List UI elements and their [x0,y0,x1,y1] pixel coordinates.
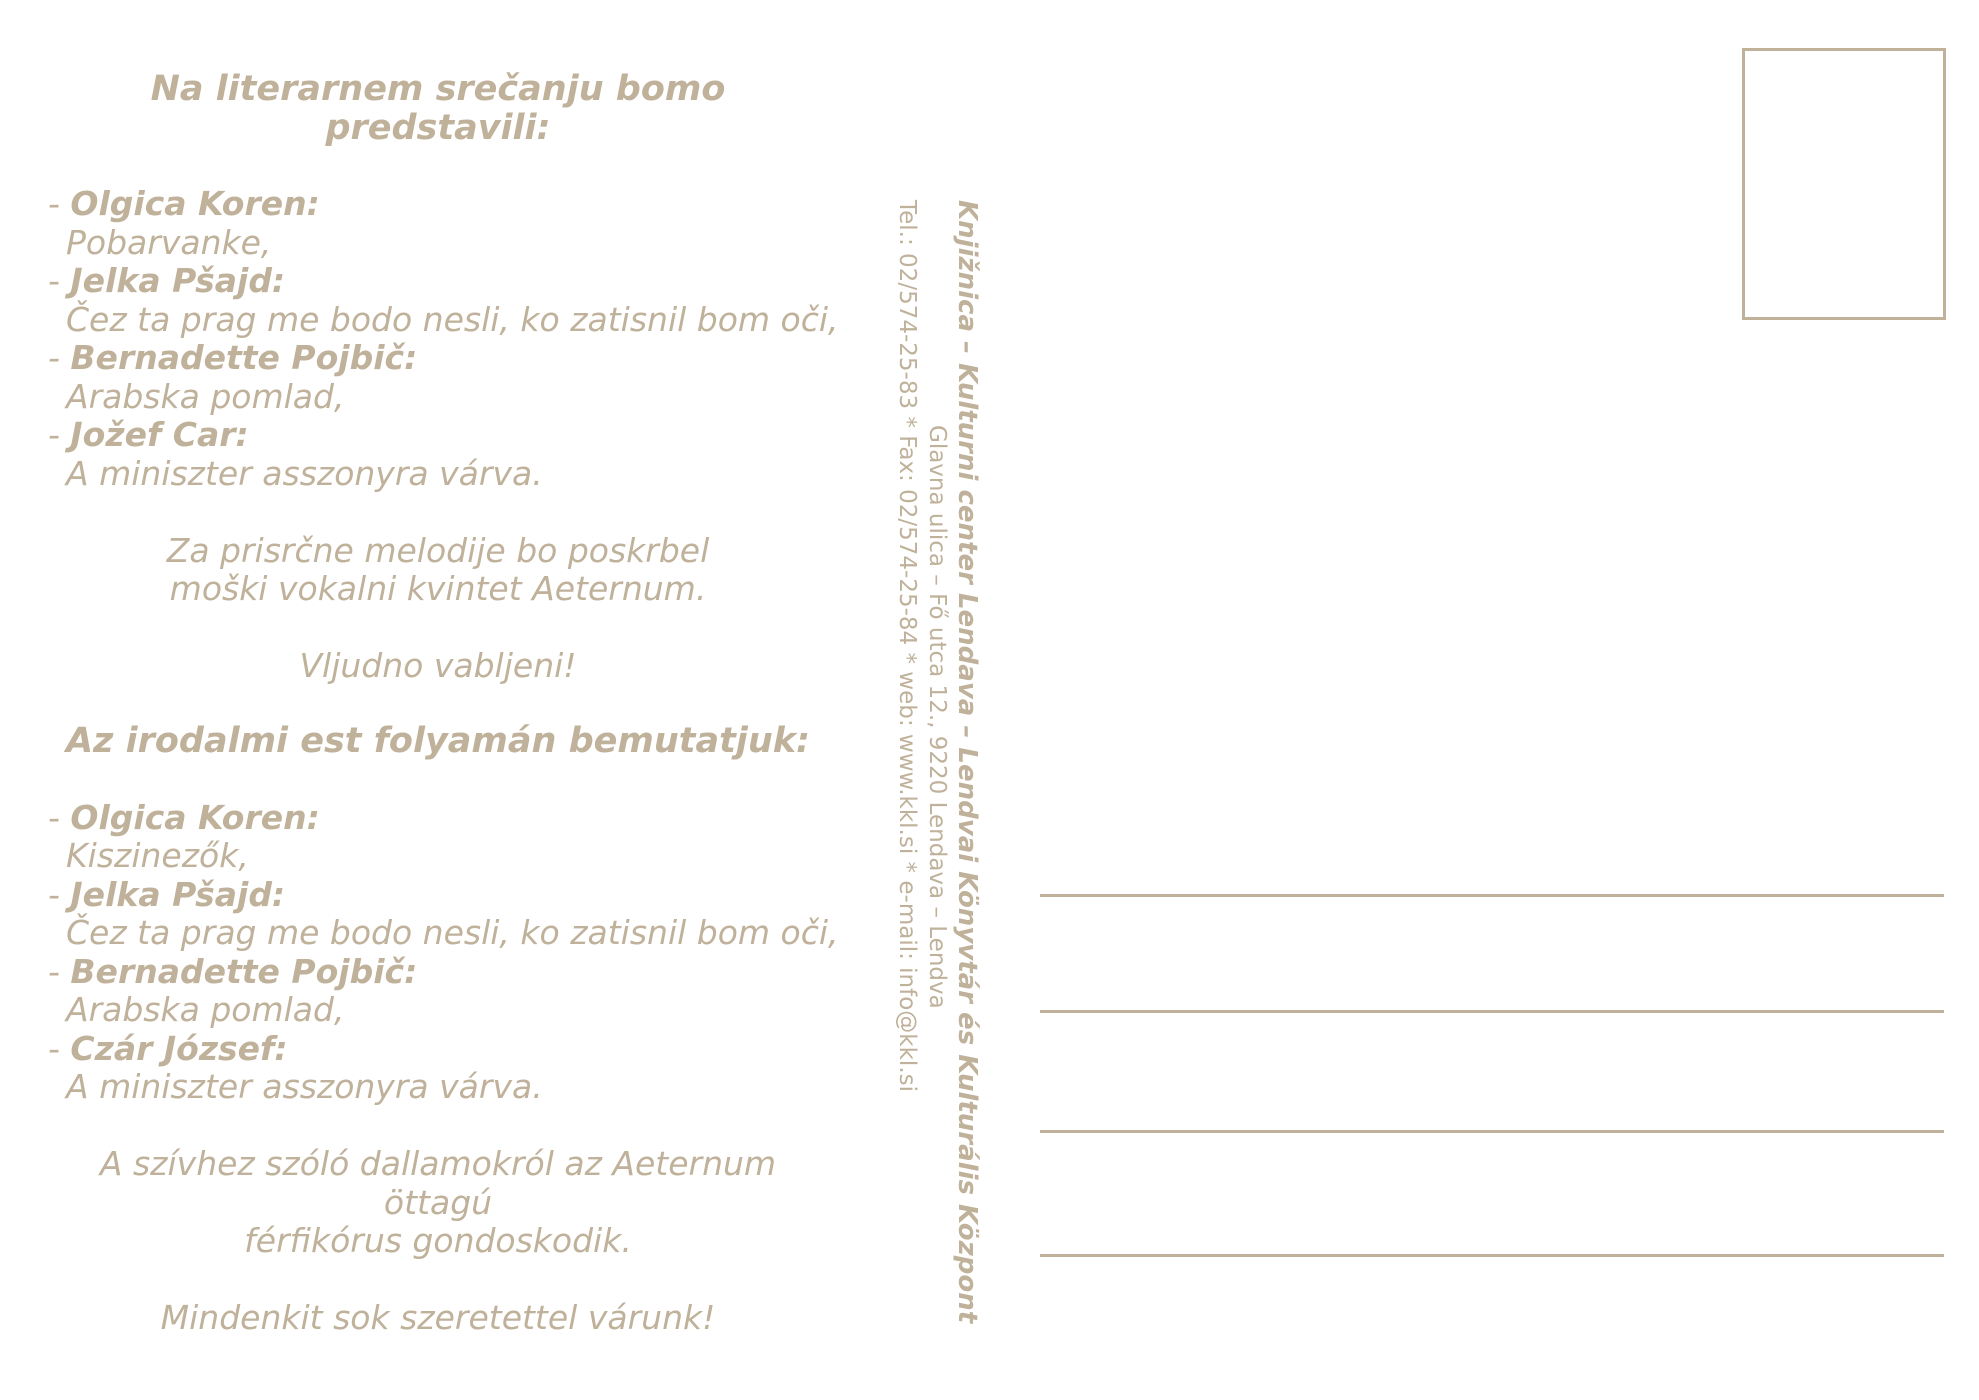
sender-address: Glavna ulica – Fő utca 12., 9220 Lendava – Lendva [924,425,950,1009]
author-name: - Jelka Pšajd: [48,874,286,914]
book-title: Kiszinezők, [66,836,249,875]
address-line [1040,1254,1944,1257]
music-note-line-1: Za prisrčne melodije bo poskrbel [166,530,710,570]
sender-name: Knjižnica – Kulturni center Lendava – Lendvai Könyvtár és Kulturális Központ [952,200,982,1324]
music-note-line-2: férfikórus gondoskodik. [244,1221,632,1260]
hungarian-section [48,722,898,1338]
hungarian-heading: Az irodalmi est folyamán bemutatjuk: [65,721,811,761]
closing-line: Mindenkit sok szeretettel várunk! [160,1298,716,1337]
address-line [1040,1130,1944,1133]
author-name: - Olgica Koren: [48,797,320,837]
author-name: - Olgica Koren: [48,184,320,223]
sender-block [882,200,982,1324]
book-title: Pobarvanke, [66,222,272,262]
address-line [1040,894,1944,897]
book-title: Čez ta prag me bodo nesli, ko zatisnil bom oči, [66,913,839,952]
slovene-section [48,70,898,686]
author-name: - Jožef Car: [48,415,249,454]
address-line [1040,1010,1944,1013]
slovene-heading: Na literarnem srečanju bomo predstavili: [150,69,726,148]
sender-contact: Tel.: 02/574-25-83 * Fax: 02/574-25-84 * web: www.kkl.si * e-mail: info@kkl.si [894,200,920,1093]
book-title: A miniszter asszonyra várva. [66,1067,543,1106]
author-name: - Czár József: [48,1028,288,1068]
stamp-box [1742,48,1946,320]
book-title: A miniszter asszonyra várva. [66,453,543,493]
music-note-line-1: A szívhez szóló dallamokról az Aeternum öttagú [99,1144,777,1222]
book-title: Čez ta prag me bodo nesli, ko zatisnil bom oči, [66,299,839,339]
author-name: - Bernadette Pojbič: [48,338,418,377]
closing-line: Vljudno vabljeni! [299,646,577,685]
book-title: Arabska pomlad, [66,990,345,1029]
music-note-line-2: moški vokalni kvintet Aeternum. [169,569,707,608]
book-title: Arabska pomlad, [66,376,345,416]
author-name: - Bernadette Pojbič: [48,951,418,991]
author-name: - Jelka Pšajd: [48,261,286,300]
